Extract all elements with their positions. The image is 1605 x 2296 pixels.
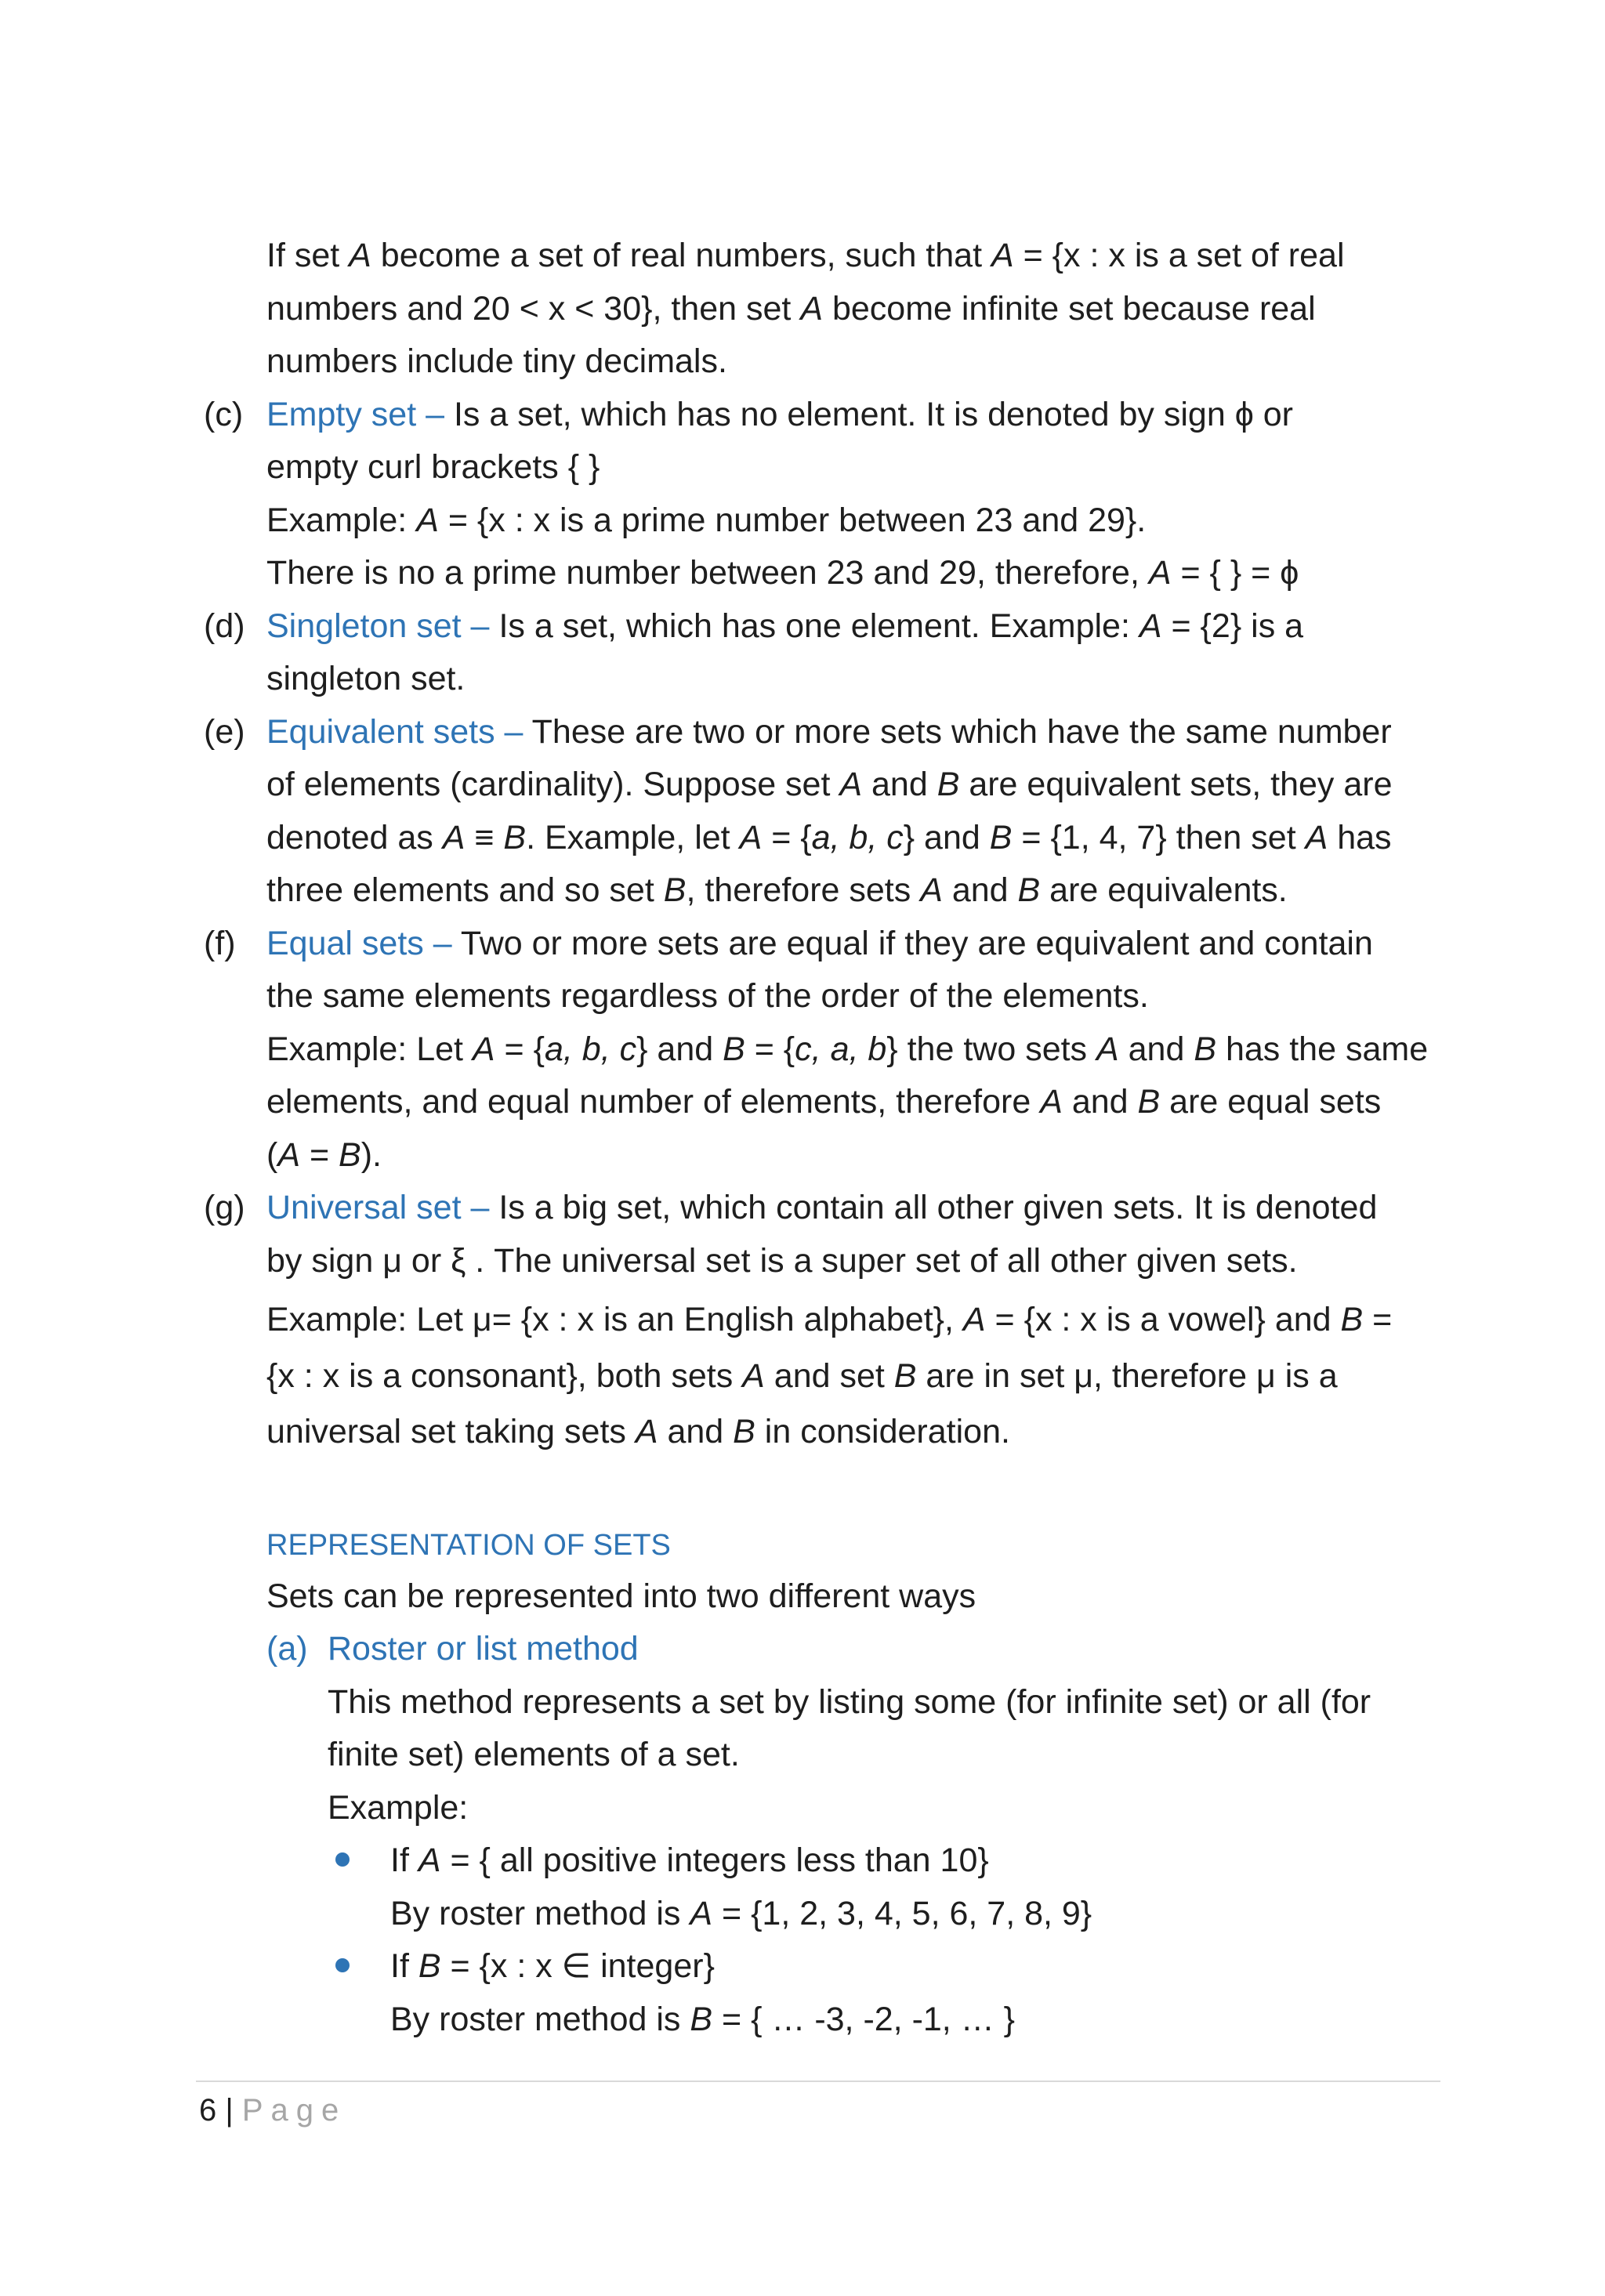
text: ( — [266, 1135, 278, 1174]
text: denoted as — [266, 818, 443, 856]
text: ). — [360, 1135, 382, 1174]
footer-divider — [196, 2081, 1440, 2082]
text: become infinite set because real — [823, 289, 1316, 328]
text: B — [1017, 871, 1041, 909]
text: universal set taking sets — [266, 1413, 636, 1450]
text: of elements (cardinality). Suppose set — [266, 766, 840, 803]
bullet-icon — [335, 1852, 350, 1867]
text: B — [893, 1356, 917, 1395]
subsection-roster-method — [266, 1623, 1442, 1676]
text: . Example, let — [526, 818, 740, 856]
text: These are two or more sets which have the same number — [531, 712, 1392, 751]
item-equivalent-sets — [204, 706, 1442, 918]
text: Example: Let — [266, 1030, 473, 1068]
text: = {1, 2, 3, 4, 5, 6, 7, 8, 9} — [712, 1894, 1092, 1932]
method-description-1: This method represents a set by listing some (for infinite set) or all (for — [328, 1682, 1371, 1721]
text: are in set μ, therefore μ is a — [916, 1356, 1338, 1395]
text: ≡ — [465, 818, 504, 856]
text: A — [800, 289, 823, 328]
text: Example: Let μ= {x : x is an English alphabet}, — [266, 1301, 963, 1338]
text: A — [991, 237, 1014, 274]
text: A — [349, 237, 371, 274]
list-item — [266, 1834, 1442, 1940]
text: B — [733, 1413, 755, 1450]
text: A — [739, 818, 763, 856]
term: Empty set – — [266, 395, 454, 433]
intro-line-3 — [266, 335, 1442, 389]
item-universal-set — [204, 1182, 1442, 1459]
term: Equal sets – — [266, 924, 461, 962]
text: has — [1328, 818, 1392, 856]
text: are equivalents. — [1040, 871, 1288, 909]
text: B — [937, 766, 960, 803]
text: and — [1062, 1083, 1138, 1121]
text: = — [300, 1135, 339, 1174]
term: Universal set – — [266, 1189, 499, 1226]
text: singleton set. — [266, 660, 466, 697]
page-footer — [199, 2088, 346, 2132]
subsection-label: (a) — [266, 1630, 308, 1668]
text: numbers include tiny decimals. — [266, 342, 727, 380]
text: = { — [495, 1030, 545, 1068]
text: = {x : x is a vowel} and — [985, 1301, 1341, 1338]
text: Example: — [266, 501, 417, 539]
text: Is a big set, which contain all other given sets. It is denoted — [498, 1189, 1378, 1226]
text: = {2} is a — [1161, 607, 1304, 645]
text: = { … -3, -2, -1, … } — [712, 2000, 1016, 2038]
text: A — [920, 871, 943, 909]
item-label: (c) — [204, 395, 244, 433]
text: = {x : x is a set of real — [1013, 237, 1345, 274]
text: A — [416, 501, 439, 539]
text: Two or more sets are equal if they are equivalent and contain — [460, 924, 1373, 962]
text: B — [989, 818, 1013, 856]
text: B — [418, 1947, 441, 1985]
text: c, a, b — [795, 1030, 887, 1068]
text: are equal sets — [1160, 1083, 1382, 1121]
text: B — [1340, 1301, 1364, 1338]
intro-line-2 — [266, 283, 1442, 336]
text: } and — [636, 1030, 723, 1068]
text: = { } = ϕ — [1171, 554, 1299, 592]
text: the same elements regardless of the order of the elements. — [266, 977, 1149, 1015]
item-equal-sets — [204, 918, 1442, 1182]
subsection-title: Roster or list method — [328, 1630, 639, 1668]
text: become a set of real numbers, such that — [371, 237, 991, 274]
text: By roster method is — [390, 2000, 690, 2038]
text: = { — [762, 818, 812, 856]
bullet-icon — [335, 1958, 350, 1972]
page-number: 6 — [199, 2093, 217, 2128]
text: = {x : x ∈ integer} — [440, 1947, 715, 1985]
text: a, b, c — [544, 1030, 637, 1068]
text: A — [277, 1135, 301, 1174]
text: A — [742, 1356, 765, 1395]
text: If set — [266, 237, 350, 274]
term: Singleton set – — [266, 607, 499, 645]
text: = — [1363, 1301, 1393, 1338]
text: A — [839, 766, 863, 803]
item-label: (e) — [204, 712, 245, 751]
text: A — [418, 1842, 441, 1879]
text: has the same — [1216, 1030, 1429, 1068]
item-label: (g) — [204, 1189, 245, 1226]
item-label: (d) — [204, 607, 245, 645]
page-word: Page — [241, 2093, 347, 2128]
text: A — [442, 818, 466, 856]
text: B — [723, 1030, 745, 1068]
section-heading: REPRESENTATION OF SETS — [266, 1528, 671, 1562]
text: A — [1139, 607, 1162, 645]
text: B — [339, 1135, 361, 1174]
list-item — [266, 1940, 1442, 2046]
text: a, b, c — [811, 818, 904, 856]
text: A — [1096, 1030, 1119, 1068]
text: and — [862, 766, 937, 803]
text: = { — [745, 1030, 795, 1068]
text: B — [1137, 1083, 1161, 1121]
text: = {1, 4, 7} then set — [1012, 818, 1306, 856]
text: There is no a prime number between 23 and 29, therefore, — [266, 554, 1149, 592]
item-label: (f) — [204, 924, 236, 962]
text: and — [658, 1413, 734, 1450]
text: {x : x is a consonant}, both sets — [266, 1356, 743, 1395]
text: If — [390, 1842, 418, 1879]
text: three elements and so set — [266, 871, 664, 909]
text: numbers and 20 < x < 30}, then set — [266, 289, 801, 328]
text: empty curl brackets { } — [266, 448, 600, 486]
text: Is a set, which has one element. Example: — [498, 607, 1139, 645]
text: and — [1118, 1030, 1194, 1068]
text: Is a set, which has no element. It is denoted by sign ϕ or — [453, 395, 1293, 433]
item-singleton-set — [204, 600, 1442, 706]
text: and — [942, 871, 1018, 909]
text: If — [390, 1947, 418, 1985]
text: are equivalent sets, they are — [959, 766, 1393, 803]
text: } the two sets — [886, 1030, 1096, 1068]
text: A — [1305, 818, 1328, 856]
text: A — [472, 1030, 495, 1068]
section-intro: Sets can be represented into two different ways — [266, 1577, 976, 1615]
text: By roster method is — [390, 1894, 690, 1932]
text: = { all positive integers less than 10} — [440, 1842, 989, 1879]
text: A — [635, 1413, 658, 1450]
text: and set — [764, 1356, 894, 1395]
method-description-2: finite set) elements of a set. — [328, 1736, 740, 1773]
term: Equivalent sets – — [266, 712, 532, 751]
text: A — [1148, 554, 1172, 592]
text: by sign μ or ξ . The universal set is a super set of all other given sets. — [266, 1241, 1298, 1280]
text: = {x : x is a prime number between 23 and 29}. — [438, 501, 1147, 539]
text: } and — [903, 818, 990, 856]
text: A — [962, 1301, 986, 1338]
text: in consideration. — [755, 1413, 1010, 1450]
item-empty-set — [204, 389, 1442, 600]
text: A — [1040, 1083, 1063, 1121]
footer-separator: | — [216, 2093, 242, 2128]
text: A — [690, 1894, 713, 1932]
page-content — [204, 230, 1442, 2046]
text: B — [690, 2000, 713, 2038]
text: B — [1194, 1030, 1217, 1068]
text: , therefore sets — [686, 871, 921, 909]
text: elements, and equal number of elements, therefore — [266, 1083, 1041, 1121]
text: B — [503, 818, 527, 856]
example-label: Example: — [328, 1788, 469, 1827]
intro-line-1 — [266, 230, 1442, 283]
text: B — [663, 871, 687, 909]
